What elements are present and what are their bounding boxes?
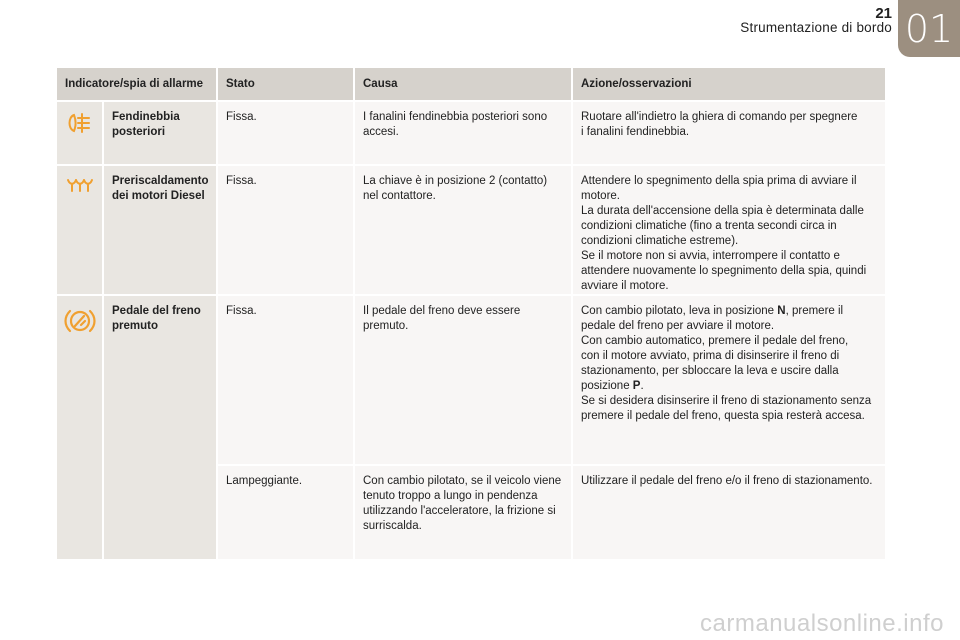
glow-plug-icon — [57, 176, 102, 194]
column-header-causa: Causa — [354, 68, 572, 101]
azione-line: La durata dell'accensione della spia è determinata dalle condizioni climatiche (fino a trenta secondi circa in condizioni climatiche estreme). — [581, 205, 864, 247]
azione-line: Se il motore non si avvia, interrompere il contatto e attendere nuovamente lo spegnimento della spia, quindi avviare il motore. — [581, 250, 867, 292]
table-header-row — [57, 68, 885, 101]
azione-text: Con cambio pilotato, leva in posizione — [581, 305, 778, 317]
stato-cell: Fissa. — [217, 295, 354, 465]
icon-cell — [57, 101, 103, 165]
chapter-tab: 01 — [898, 0, 960, 57]
table-row — [57, 295, 885, 465]
azione-text: , premere il pedale del freno per avviare il motore. — [581, 305, 844, 332]
stato-cell: Lampeggiante. — [217, 465, 354, 559]
table-row — [57, 165, 885, 295]
column-header-azione: Azione/osservazioni — [572, 68, 885, 101]
azione-text: con il motore avviato, prima di disinserire il freno di stazionamento, per sbloccare la leva e uscire dalla posizione — [581, 350, 840, 392]
watermark: carmanualsonline.info — [700, 610, 944, 637]
azione-text: . — [640, 380, 644, 392]
section-title: Strumentazione di bordo — [740, 20, 892, 35]
azione-line: i fanalini fendinebbia. — [581, 126, 690, 138]
icon-cell — [57, 295, 103, 559]
indicator-name: Preriscaldamento dei motori Diesel — [103, 165, 217, 295]
indicator-name: Pedale del freno premuto — [103, 295, 217, 559]
azione-cell — [572, 101, 885, 165]
azione-cell: Utilizzare il pedale del freno e/o il freno di stazionamento. — [572, 465, 885, 559]
icon-cell — [57, 165, 103, 295]
stato-cell: Fissa. — [217, 101, 354, 165]
page-number: 21 — [875, 5, 892, 22]
table-row — [57, 101, 885, 165]
brake-pedal-icon — [57, 306, 102, 336]
azione-text: Con cambio automatico, premere il pedale del freno, — [581, 335, 849, 347]
gear-position-n: N — [777, 305, 786, 317]
causa-cell: La chiave è in posizione 2 (contatto) nel contattore. — [354, 165, 572, 295]
causa-cell: I fanalini fendinebbia posteriori sono accesi. — [354, 101, 572, 165]
azione-cell — [572, 165, 885, 295]
azione-line: Attendere lo spegnimento della spia prima di avviare il motore. — [581, 175, 857, 202]
azione-text: Se si desidera disinserire il freno di stazionamento senza premere il pedale del freno, questa spia resterà accesa. — [581, 395, 872, 422]
column-header-indicator: Indicatore/spia di allarme — [57, 68, 217, 101]
rear-fog-light-icon — [57, 112, 102, 134]
indicator-name: Fendinebbia posteriori — [103, 101, 217, 165]
azione-line: Ruotare all'indietro la ghiera di comando per spegnere — [581, 111, 858, 123]
azione-cell — [572, 295, 885, 465]
causa-cell: Con cambio pilotato, se il veicolo viene tenuto troppo a lungo in pendenza utilizzando l'acceleratore, la frizione si surriscalda. — [354, 465, 572, 559]
warning-lights-table — [57, 68, 885, 559]
stato-cell: Fissa. — [217, 165, 354, 295]
column-header-stato: Stato — [217, 68, 354, 101]
gear-position-p: P — [632, 380, 641, 392]
causa-cell: Il pedale del freno deve essere premuto. — [354, 295, 572, 465]
